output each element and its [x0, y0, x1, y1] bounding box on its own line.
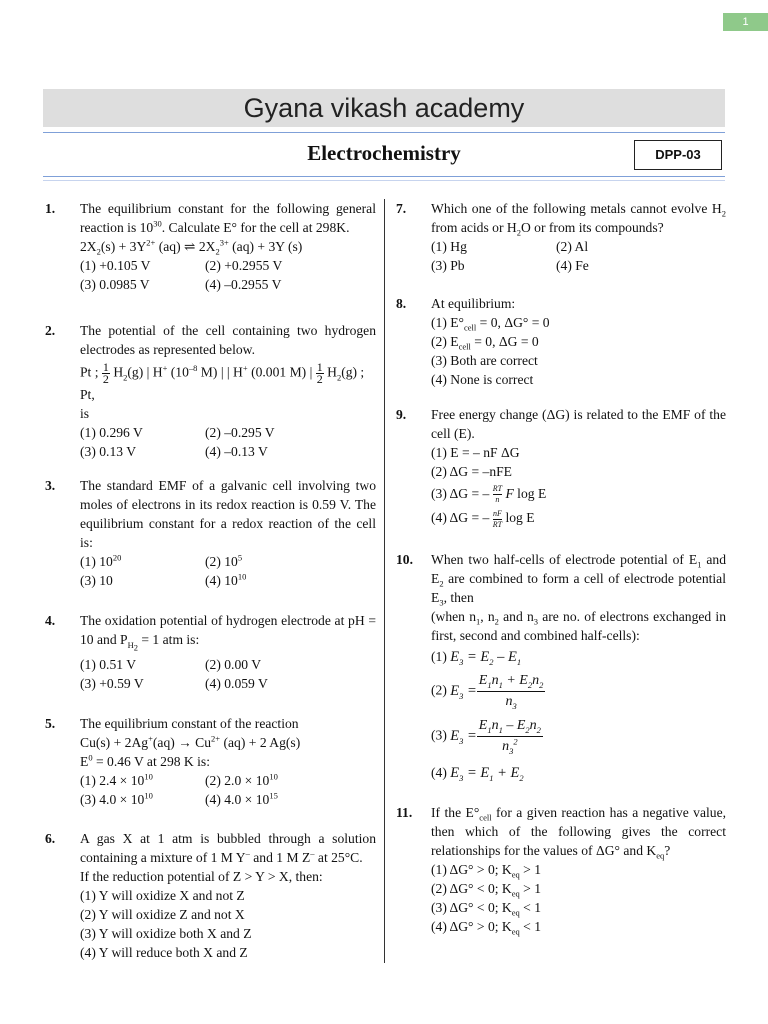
- option: (4) ΔG° > 0; $K_{eq} < 1$: [431, 919, 542, 937]
- question-number: 1.: [45, 201, 56, 216]
- question-number: 10.: [396, 552, 413, 567]
- question-8: [396, 294, 726, 405]
- question-text: When two half-cells of electrode potential of $E_1$ and $E_2$ are combined to form a cell of electrode potential $E_3$, then: [431, 552, 726, 608]
- institute-banner: Gyana vikash academy: [43, 89, 725, 127]
- question-text: Which one of the following metals cannot evolve $H_2$ from acids or $H_2O$ or from its compounds?: [431, 201, 726, 238]
- question-text: The equilibrium constant for the following general reaction is $10^{30}$. Calculate E° for the cell at 298K.: [80, 201, 376, 235]
- question-text: The oxidation potential of hydrogen electrode at pH = 10 and $P_{H_2} = 1$ atm is:: [80, 613, 376, 653]
- option: (1) ΔG° > 0; $K_{eq} > 1$: [431, 862, 542, 880]
- page-number-badge: 1: [723, 13, 768, 31]
- question-4: [45, 611, 376, 714]
- question-number: 6.: [45, 831, 56, 846]
- option: (3) ΔG° < 0; $K_{eq} < 1$: [431, 900, 542, 918]
- option: (1) Y will oxidize X and not Z: [80, 888, 245, 903]
- question-number: 5.: [45, 716, 56, 731]
- dpp-code-box: DPP-03: [634, 140, 722, 170]
- left-column: [45, 199, 376, 962]
- option: (1) $2.4 \times 10^{10}$: [80, 771, 153, 788]
- option: (1) $10^{20}$: [80, 552, 122, 569]
- option: (2) $2.0 \times 10^{10}$: [205, 771, 278, 788]
- option: (4) $4.0 \times 10^{15}$: [205, 790, 278, 807]
- option: (3) ΔG = – $\frac{RT}{n}$ F log E: [431, 484, 547, 505]
- option: (3) $E_3$ = $\frac{E_1n_1 - E_2n_2}{n_3^2}$: [431, 718, 541, 756]
- option: (3) 10: [80, 573, 113, 588]
- question-6: [45, 829, 376, 962]
- option: (2) +0.2955 V: [205, 258, 283, 273]
- option: (2) Y will oxidize Z and not X: [80, 907, 245, 922]
- question-3: [45, 476, 376, 611]
- divider-line: [43, 132, 725, 133]
- option: (2) Al: [556, 239, 589, 254]
- option: (1) Hg: [431, 239, 467, 254]
- option: (3) $4.0 \times 10^{10}$: [80, 790, 153, 807]
- option: (3) +0.59 V: [80, 676, 144, 691]
- question-11: [396, 803, 726, 936]
- option: (2) –0.295 V: [205, 425, 275, 440]
- question-5: [45, 714, 376, 829]
- option: (4) $E_3 = E_1 + E_2$: [431, 765, 524, 783]
- option: (4) None is correct: [431, 372, 534, 387]
- option: (4) –0.2955 V: [205, 277, 282, 292]
- option: (1) $E_3 = E_2 - E_1$: [431, 649, 522, 667]
- condition: $E^0 = 0.46$ V at 298 K is:: [80, 752, 210, 769]
- question-text: A gas X at 1 atm is bubbled through a solution containing a mixture of 1 M Y– and 1 M Z– at 25°C.: [80, 831, 376, 865]
- option: (2) $E_{cell} = 0$, ΔG = 0: [431, 334, 539, 352]
- question-2: [45, 321, 376, 476]
- question-number: 8.: [396, 296, 407, 311]
- option: (1) 0.51 V: [80, 657, 137, 672]
- option: (2) ΔG = –nFE: [431, 464, 512, 479]
- question-text: The equilibrium constant of the reaction: [80, 716, 299, 731]
- option: (2) $E_3$ = $\frac{E_1n_1 + E_2n_2}{n_3}$: [431, 673, 544, 711]
- option: (4) ΔG = – $\frac{nF}{RT}$ log E: [431, 508, 535, 529]
- option: (3) 0.0985 V: [80, 277, 150, 292]
- option: (4) Y will reduce both X and Z: [80, 945, 248, 960]
- cell-notation-cont: is: [80, 406, 90, 421]
- option: (4) Fe: [556, 258, 589, 273]
- question-text: The potential of the cell containing two hydrogen electrodes as represented below.: [80, 323, 376, 357]
- option: (3) 0.13 V: [80, 444, 137, 459]
- option: (3) Both are correct: [431, 353, 538, 368]
- option: (4) –0.13 V: [205, 444, 268, 459]
- question-1: [45, 199, 376, 321]
- column-divider: [384, 199, 385, 963]
- option: (1) +0.105 V: [80, 258, 151, 273]
- question-text: If the $E^\circ_{cell}$ for a given reaction has a negative value, then which of the following gives the correct relationships for the values of ΔG° and $K_{eq}$?: [431, 805, 726, 861]
- cell-notation: Pt ; $\frac{1}{2}$ $H_2(g)$ | H+ ($10^{-8}$ M) | | H+ (0.001 M) | $\frac{1}{2}$ $H_2(g)$ ; Pt,: [80, 360, 365, 402]
- option: (1) $E^\circ_{cell} = 0$, ΔG° = 0: [431, 315, 550, 333]
- option: (2) 0.00 V: [205, 657, 262, 672]
- reaction-equation: $Cu(s) + 2Ag^+(aq) \to Cu^{2+}$ (aq) + 2 Ag(s): [80, 733, 301, 750]
- right-column: [396, 199, 726, 936]
- option: (4) 0.059 V: [205, 676, 268, 691]
- option: (4) $10^{10}$: [205, 571, 247, 588]
- question-7: [396, 199, 726, 294]
- option: (2) ΔG° < 0; $K_{eq} > 1$: [431, 881, 542, 899]
- question-number: 4.: [45, 613, 56, 628]
- question-number: 7.: [396, 201, 407, 216]
- option: (1) 0.296 V: [80, 425, 143, 440]
- question-9: [396, 405, 726, 550]
- question-number: 9.: [396, 407, 407, 422]
- question-10: [396, 550, 726, 803]
- question-text: At equilibrium:: [431, 296, 516, 311]
- reaction-equation: $2X_2(s) + 3Y^{2+}$ (aq) ⇌ $2X_2^{3+}$ (aq) + 3Y (s): [80, 237, 303, 257]
- question-number: 11.: [396, 805, 413, 820]
- option: (3) Y will oxidize both X and Z: [80, 926, 252, 941]
- question-number: 3.: [45, 478, 56, 493]
- option: (1) E = – nF ΔG: [431, 445, 520, 460]
- divider-line: [43, 180, 725, 181]
- question-text: If the reduction potential of Z > Y > X, then:: [80, 869, 323, 884]
- option: (3) Pb: [431, 258, 465, 273]
- option: (2) $10^5$: [205, 552, 243, 569]
- page-title: Electrochemistry: [307, 141, 461, 165]
- question-text: Free energy change (ΔG) is related to the EMF of the cell (E).: [431, 407, 726, 441]
- question-note: (when $n_1$, $n_2$ and $n_3$ are no. of electrons exchanged in first, second and combined half-cells):: [431, 609, 727, 643]
- question-number: 2.: [45, 323, 56, 338]
- question-text: The standard EMF of a galvanic cell involving two moles of electrons in its redox reaction is 0.59 V. The equilibrium constant for a redox reaction of the cell is:: [80, 478, 376, 550]
- divider-line: [43, 176, 725, 177]
